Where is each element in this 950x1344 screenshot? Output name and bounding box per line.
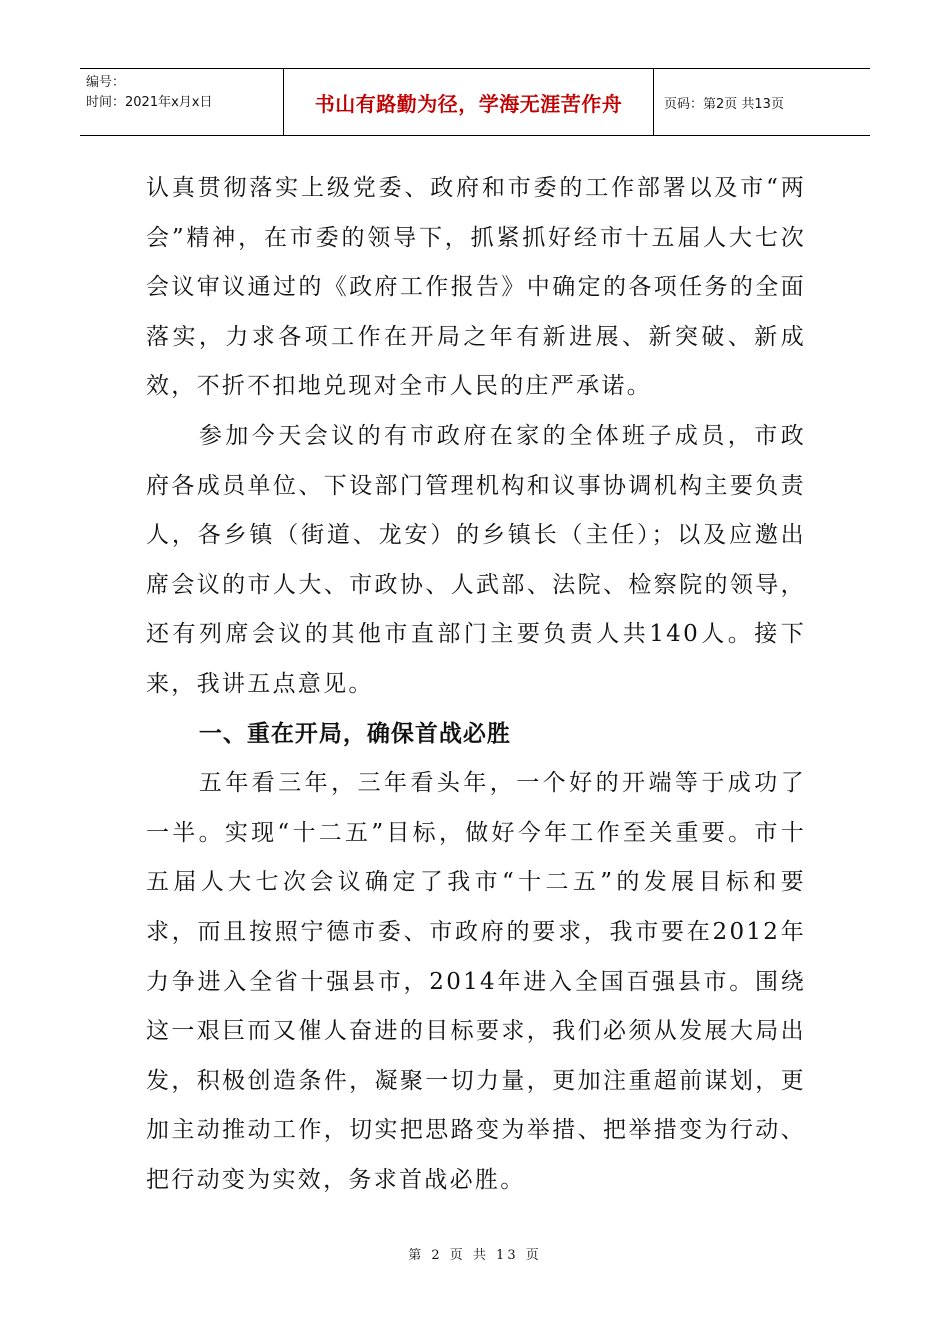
paragraph-attendees: 参加今天会议的有市政府在家的全体班子成员，市政府各成员单位、下设部门管理机构和议事协调机构主要负责人，各乡镇（街道、龙安）的乡镇长（主任）；以及应邀出席会议的市人大、市政协、人武部、法院、检察院的领导，还有列席会议的其他市直部门主要负责人共140人。接下来，我讲五点意见。 bbox=[146, 422, 806, 697]
paragraph-continuation: 认真贯彻落实上级党委、政府和市委的工作部署以及市“两会”精神，在市委的领导下，抓紧抓好经市十五届人大七次会议审议通过的《政府工作报告》中确定的各项任务的全面落实，力求各项工作在开局之年有新进展、新突破、新成效，不折不扣地兑现对全市人民的庄严承诺。 bbox=[146, 175, 806, 400]
page-footer: 第 2 页 共 13 页 bbox=[408, 1248, 542, 1263]
paragraph-section-1: 五年看三年，三年看头年，一个好的开端等于成功了一半。实现“十二五”目标，做好今年工作至关重要。市十五届人大七次会议确定了我市“十二五”的发展目标和要求，而且按照宁德市委、市政府的要求，我市要在2012年力争进入全省十强县市，2014年进入全国百强县市。围绕这一艰巨而又催人奋进的目标要求，我们必须从发展大局出发，积极创造条件，凝聚一切力量，更加注重超前谋划，更加主动推动工作，切实把思路变为举措、把举措变为行动、把行动变为实效，务求首战必胜。 bbox=[146, 770, 806, 1193]
section-heading-1: 一、重在开局，确保首战必胜 bbox=[198, 720, 511, 747]
document-number-label: 编号： bbox=[86, 75, 126, 90]
document-body bbox=[146, 164, 806, 1205]
header-motto: 书山有路勤为径，学海无涯苦作舟 bbox=[284, 69, 654, 135]
page-header bbox=[80, 68, 870, 136]
document-time-label: 时间：2021年x月x日 bbox=[86, 95, 213, 110]
header-meta bbox=[80, 69, 284, 135]
header-page-info: 页码：第2页 共13页 bbox=[664, 96, 784, 112]
